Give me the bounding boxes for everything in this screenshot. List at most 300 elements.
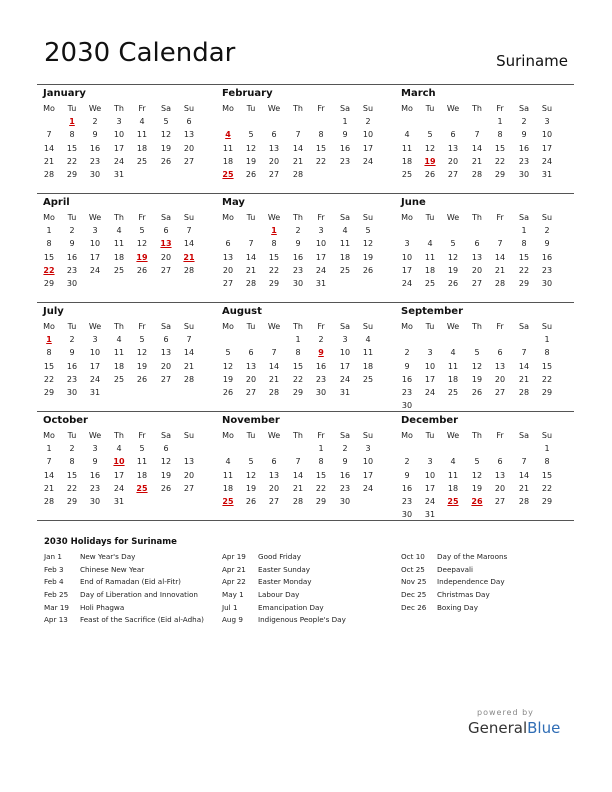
day: 8 <box>271 239 277 249</box>
day: 27 <box>494 388 506 397</box>
day: 26 <box>136 374 148 384</box>
day: 15 <box>494 143 506 153</box>
day: 30 <box>292 279 304 288</box>
day: 4 <box>450 457 456 467</box>
day: 14 <box>292 470 304 480</box>
day: 8 <box>69 457 75 467</box>
day: 11 <box>222 143 234 153</box>
month-april <box>37 194 216 302</box>
day: 1 <box>544 444 550 454</box>
day: 11 <box>424 252 436 262</box>
day: 13 <box>183 457 195 467</box>
day: 26 <box>136 265 148 275</box>
day: 27 <box>160 374 172 384</box>
weekday-label: Fr <box>138 213 146 222</box>
holiday-date: Apr 13 <box>44 615 68 625</box>
weekday-label: Fr <box>496 213 504 222</box>
day: 18 <box>339 252 351 262</box>
holiday-day: 26 <box>471 497 483 506</box>
day: 8 <box>295 348 301 358</box>
day: 14 <box>268 361 280 371</box>
day: 13 <box>471 252 483 262</box>
day: 28 <box>268 388 280 397</box>
day: 11 <box>222 470 234 480</box>
holiday-date: Oct 25 <box>401 564 425 574</box>
day: 11 <box>113 239 125 249</box>
holiday-name: Good Friday <box>258 552 301 561</box>
day: 16 <box>89 470 101 480</box>
holiday-entry <box>222 565 346 578</box>
day: 22 <box>66 156 78 166</box>
day: 4 <box>342 226 348 236</box>
weekday-label: Th <box>293 322 303 331</box>
day: 5 <box>248 130 254 140</box>
holiday-entry <box>401 552 507 565</box>
holiday-day: 19 <box>424 156 436 166</box>
day: 19 <box>160 470 172 480</box>
weekday-label: Mo <box>43 322 55 331</box>
day: 2 <box>69 444 75 454</box>
holiday-entry <box>222 590 346 603</box>
day: 2 <box>404 348 410 358</box>
month-name: June <box>401 197 426 208</box>
holiday-name: Easter Monday <box>258 577 312 587</box>
day: 20 <box>160 361 172 371</box>
holiday-date: Feb 25 <box>44 590 69 600</box>
day: 31 <box>113 497 125 506</box>
day: 24 <box>424 497 436 506</box>
day: 29 <box>315 497 327 506</box>
day: 5 <box>139 444 145 454</box>
holiday-day: 9 <box>318 348 324 358</box>
day: 29 <box>541 497 553 506</box>
day: 29 <box>292 388 304 397</box>
day: 2 <box>544 226 550 236</box>
holiday-entry <box>401 565 507 578</box>
day: 4 <box>116 335 122 345</box>
day: 4 <box>116 444 122 454</box>
day: 11 <box>447 470 459 480</box>
month-name: December <box>401 415 459 426</box>
month-row <box>37 303 574 411</box>
holiday-date: Jan 1 <box>44 552 62 561</box>
brand-blue: Blue <box>527 719 561 737</box>
holiday-name: Holi Phagwa <box>80 602 125 612</box>
day: 24 <box>362 483 374 493</box>
weekday-label: Su <box>183 213 195 222</box>
weekday-label: Sa <box>519 322 529 331</box>
weekday-label: Su <box>183 322 195 331</box>
day: 28 <box>183 265 195 275</box>
day: 21 <box>494 265 506 275</box>
holiday-date: Dec 26 <box>401 602 427 612</box>
day: 15 <box>66 143 78 153</box>
day: 29 <box>43 279 55 288</box>
day: 17 <box>424 374 436 384</box>
holiday-entry <box>44 552 204 565</box>
day: 7 <box>497 239 503 249</box>
day: 29 <box>541 388 553 397</box>
weekday-label: Tu <box>67 431 77 440</box>
weekday-label: We <box>88 431 102 440</box>
day: 6 <box>248 348 254 358</box>
month-name: October <box>43 415 88 426</box>
weekday-label: We <box>267 213 281 222</box>
weekday-label: Mo <box>222 104 234 113</box>
day: 1 <box>46 226 52 236</box>
day: 1 <box>544 335 550 345</box>
day: 24 <box>424 388 436 397</box>
weekday-label: Tu <box>67 322 77 331</box>
weekday-label: We <box>267 104 281 113</box>
weekday-label: We <box>267 322 281 331</box>
weekday-label: Th <box>472 322 482 331</box>
weekday-label: Fr <box>496 322 504 331</box>
day: 18 <box>136 143 148 153</box>
day: 15 <box>292 361 304 371</box>
day: 29 <box>66 497 78 506</box>
day: 8 <box>521 239 527 249</box>
weekday-label: Sa <box>519 104 529 113</box>
weekday-label: Th <box>472 104 482 113</box>
day: 4 <box>116 226 122 236</box>
day: 9 <box>92 130 98 140</box>
day: 13 <box>160 348 172 358</box>
weekday-label: Su <box>541 104 553 113</box>
day: 23 <box>401 388 413 397</box>
day: 1 <box>318 444 324 454</box>
day: 21 <box>245 265 257 275</box>
month-august <box>216 303 395 411</box>
day: 7 <box>521 348 527 358</box>
holiday-entry <box>401 590 507 603</box>
holiday-column-2 <box>222 552 346 628</box>
country-name: Suriname <box>496 52 568 70</box>
day: 13 <box>183 130 195 140</box>
day: 27 <box>494 497 506 506</box>
month-january <box>37 85 216 193</box>
day: 11 <box>362 348 374 358</box>
day: 21 <box>183 361 195 371</box>
day: 19 <box>447 265 459 275</box>
weekday-label: Mo <box>222 213 234 222</box>
day: 26 <box>245 497 257 506</box>
day: 15 <box>315 470 327 480</box>
day: 5 <box>365 226 371 236</box>
day: 16 <box>315 361 327 371</box>
weekday-label: Su <box>183 104 195 113</box>
day: 11 <box>447 361 459 371</box>
day: 9 <box>295 239 301 249</box>
day: 2 <box>521 117 527 127</box>
day: 2 <box>404 457 410 467</box>
month-july <box>37 303 216 411</box>
day: 15 <box>268 252 280 262</box>
month-october <box>37 412 216 520</box>
day: 14 <box>183 348 195 358</box>
day: 15 <box>541 470 553 480</box>
day: 5 <box>450 239 456 249</box>
powered-by-text: powered by <box>477 708 534 717</box>
day: 5 <box>427 130 433 140</box>
weekday-label: Tu <box>246 322 256 331</box>
day: 30 <box>339 497 351 506</box>
day: 27 <box>183 156 195 166</box>
holiday-day: 1 <box>271 226 277 236</box>
day: 8 <box>497 130 503 140</box>
day: 10 <box>89 348 101 358</box>
weekday-label: Fr <box>138 104 146 113</box>
day: 27 <box>222 279 234 288</box>
day: 17 <box>113 470 125 480</box>
day: 27 <box>471 279 483 288</box>
weekday-label: Fr <box>317 104 325 113</box>
weekday-label: Tu <box>246 104 256 113</box>
month-name: November <box>222 415 280 426</box>
day: 30 <box>66 279 78 288</box>
day: 19 <box>362 252 374 262</box>
day: 3 <box>92 226 98 236</box>
day: 7 <box>271 348 277 358</box>
day: 6 <box>163 226 169 236</box>
day: 27 <box>183 483 195 493</box>
day: 8 <box>318 130 324 140</box>
month-row <box>37 412 574 520</box>
day: 6 <box>186 117 192 127</box>
day: 14 <box>245 252 257 262</box>
holiday-column-3 <box>401 552 507 615</box>
day: 5 <box>474 457 480 467</box>
day: 8 <box>69 130 75 140</box>
day: 31 <box>424 510 436 520</box>
weekday-label: Tu <box>425 322 435 331</box>
day: 12 <box>245 143 257 153</box>
holiday-day: 22 <box>43 265 55 275</box>
weekday-label: Sa <box>340 104 350 113</box>
day: 31 <box>541 170 553 179</box>
day: 5 <box>139 226 145 236</box>
day: 7 <box>295 130 301 140</box>
month-name: September <box>401 306 463 317</box>
day: 14 <box>43 143 55 153</box>
day: 23 <box>401 497 413 506</box>
holiday-entry <box>44 615 204 628</box>
day: 6 <box>163 335 169 345</box>
day: 28 <box>494 279 506 288</box>
day: 21 <box>292 483 304 493</box>
weekday-label: We <box>446 104 460 113</box>
day: 16 <box>518 143 530 153</box>
weekday-label: We <box>88 213 102 222</box>
holiday-day: 13 <box>160 239 172 249</box>
day: 23 <box>89 483 101 493</box>
weekday-label: We <box>88 322 102 331</box>
day: 22 <box>494 156 506 166</box>
weekday-label: Su <box>362 431 374 440</box>
day: 27 <box>160 265 172 275</box>
day: 25 <box>447 388 459 397</box>
day: 4 <box>225 457 231 467</box>
brand-logo[interactable] <box>468 719 560 737</box>
day: 3 <box>92 444 98 454</box>
holiday-entry <box>44 565 204 578</box>
day: 17 <box>362 470 374 480</box>
holiday-date: Jul 1 <box>222 602 238 612</box>
day: 1 <box>295 335 301 345</box>
day: 30 <box>89 497 101 506</box>
month-name: July <box>43 306 64 317</box>
day: 28 <box>43 170 55 179</box>
day: 17 <box>113 143 125 153</box>
day: 1 <box>46 444 52 454</box>
day: 26 <box>160 156 172 166</box>
weekday-label: Su <box>362 322 374 331</box>
day: 24 <box>89 374 101 384</box>
holiday-date: Apr 22 <box>222 577 246 587</box>
day: 26 <box>424 170 436 179</box>
day: 13 <box>268 143 280 153</box>
day: 11 <box>136 457 148 467</box>
day: 4 <box>404 130 410 140</box>
weekday-label: Tu <box>67 213 77 222</box>
day: 28 <box>245 279 257 288</box>
day: 31 <box>339 388 351 397</box>
day: 28 <box>292 497 304 506</box>
day: 23 <box>292 265 304 275</box>
day: 25 <box>136 156 148 166</box>
weekday-label: We <box>446 213 460 222</box>
weekday-label: Th <box>293 431 303 440</box>
day: 20 <box>183 470 195 480</box>
day: 22 <box>292 374 304 384</box>
month-name: April <box>43 197 70 208</box>
weekday-label: We <box>267 431 281 440</box>
holiday-name: Day of the Maroons <box>437 552 508 561</box>
day: 23 <box>89 156 101 166</box>
day: 18 <box>113 252 125 262</box>
day: 6 <box>271 457 277 467</box>
page-title: 2030 Calendar <box>44 38 236 68</box>
day: 30 <box>541 279 553 288</box>
day: 8 <box>46 239 52 249</box>
holiday-day: 25 <box>222 497 234 506</box>
day: 13 <box>494 470 506 480</box>
holiday-entry <box>401 603 507 616</box>
holiday-entry <box>222 577 346 590</box>
day: 22 <box>315 156 327 166</box>
day: 13 <box>494 361 506 371</box>
day: 5 <box>225 348 231 358</box>
weekday-label: Th <box>114 213 124 222</box>
day: 25 <box>424 279 436 288</box>
holiday-day: 21 <box>183 252 195 262</box>
day: 14 <box>292 143 304 153</box>
weekday-label: Mo <box>222 431 234 440</box>
day: 1 <box>497 117 503 127</box>
day: 22 <box>518 265 530 275</box>
day: 3 <box>427 457 433 467</box>
weekday-label: Th <box>114 104 124 113</box>
weekday-label: Sa <box>161 213 171 222</box>
day: 10 <box>339 348 351 358</box>
day: 14 <box>494 252 506 262</box>
month-row <box>37 194 574 302</box>
day: 24 <box>401 279 413 288</box>
weekday-label: Th <box>114 322 124 331</box>
day: 7 <box>474 130 480 140</box>
month-november <box>216 412 395 520</box>
day: 9 <box>92 457 98 467</box>
day: 31 <box>89 388 101 397</box>
day: 12 <box>362 239 374 249</box>
holiday-day: 19 <box>136 252 148 262</box>
day: 3 <box>544 117 550 127</box>
month-february <box>216 85 395 193</box>
day: 16 <box>66 252 78 262</box>
day: 13 <box>245 361 257 371</box>
day: 3 <box>365 444 371 454</box>
day: 10 <box>315 239 327 249</box>
day: 5 <box>163 117 169 127</box>
day: 10 <box>362 130 374 140</box>
holiday-date: Nov 25 <box>401 577 427 587</box>
day: 9 <box>69 348 75 358</box>
day: 12 <box>245 470 257 480</box>
day: 2 <box>69 226 75 236</box>
day: 9 <box>521 130 527 140</box>
day: 15 <box>541 361 553 371</box>
brand-general: General <box>468 719 528 737</box>
day: 1 <box>342 117 348 127</box>
day: 12 <box>471 361 483 371</box>
day: 29 <box>66 170 78 179</box>
day: 19 <box>471 374 483 384</box>
holiday-day: 25 <box>222 170 234 179</box>
day: 25 <box>362 374 374 384</box>
day: 9 <box>404 361 410 371</box>
weekday-label: Th <box>472 431 482 440</box>
day: 29 <box>518 279 530 288</box>
day: 26 <box>222 388 234 397</box>
day: 14 <box>471 143 483 153</box>
weekday-label: Sa <box>340 431 350 440</box>
day: 30 <box>89 170 101 179</box>
weekday-label: Tu <box>246 213 256 222</box>
day: 18 <box>447 374 459 384</box>
day: 15 <box>315 143 327 153</box>
day: 6 <box>474 239 480 249</box>
month-may <box>216 194 395 302</box>
day: 22 <box>315 483 327 493</box>
holiday-name: Feast of the Sacrifice (Eid al-Adha) <box>80 615 204 625</box>
weekday-label: Mo <box>401 322 413 331</box>
day: 7 <box>295 457 301 467</box>
day: 12 <box>160 457 172 467</box>
day: 12 <box>136 348 148 358</box>
day: 11 <box>136 130 148 140</box>
day: 11 <box>113 348 125 358</box>
holiday-name: Day of Liberation and Innovation <box>80 590 198 600</box>
day: 17 <box>541 143 553 153</box>
day: 19 <box>471 483 483 493</box>
day: 27 <box>268 497 280 506</box>
day: 6 <box>450 130 456 140</box>
day: 25 <box>113 265 125 275</box>
day: 2 <box>92 117 98 127</box>
holiday-name: Labour Day <box>258 590 300 600</box>
day: 17 <box>89 361 101 371</box>
weekday-label: Mo <box>222 322 234 331</box>
